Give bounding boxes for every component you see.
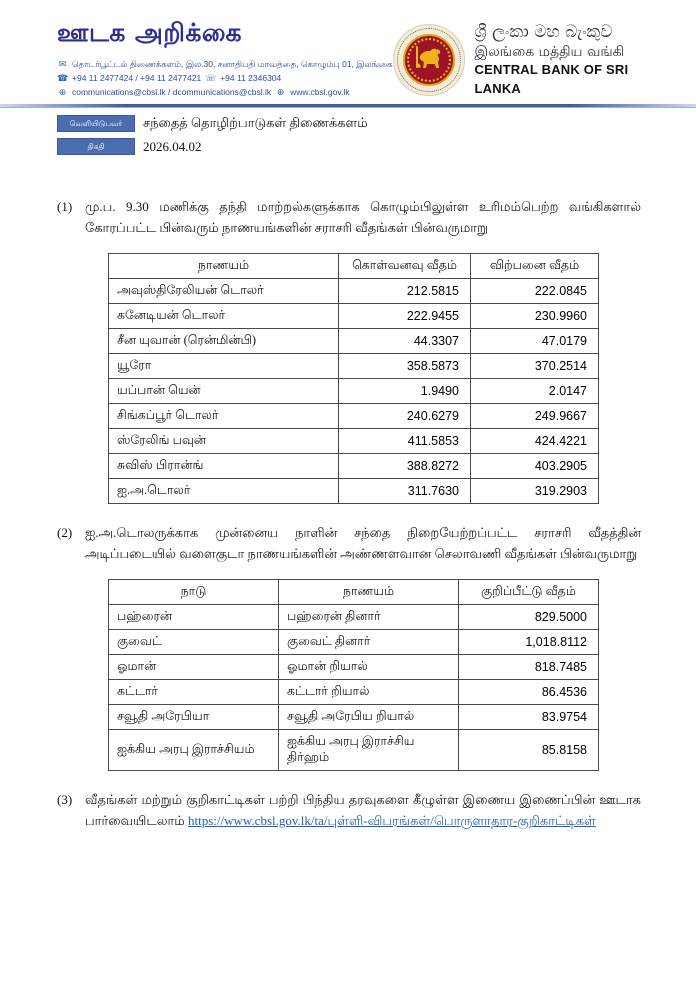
table-row (109, 328, 599, 353)
indicative-rate: 86.4536 (459, 679, 599, 704)
col-header-selling-rate: விற்பனை வீதம் (471, 253, 599, 278)
masthead-title: ஊடக அறிக்கை (57, 18, 242, 47)
buying-rate: 411.5853 (339, 428, 471, 453)
selling-rate: 222.0845 (471, 278, 599, 303)
phone-icon: ☎ (57, 72, 69, 83)
currency-name: கட்டார் றியால் (279, 679, 459, 704)
bank-name-sinhala: ශ්‍රී ලංකා මහ බැංකුව (474, 22, 613, 42)
selling-rate: 2.0147 (471, 378, 599, 403)
paragraph-1 (57, 196, 641, 239)
currency-name: அவுஸ்திரேலியன் டொலர் (109, 278, 339, 303)
contact-address-line (57, 58, 393, 72)
globe-icon: ⊕ (58, 86, 67, 97)
paragraph-3 (57, 789, 641, 832)
table-row (109, 378, 599, 403)
contact-emails: communications@cbsl.lk / dcommunications@cbsl.lk (72, 87, 272, 98)
selling-rate: 47.0179 (471, 328, 599, 353)
contact-web-line (57, 86, 393, 100)
table-row (109, 654, 599, 679)
indicative-rate: 818.7485 (459, 654, 599, 679)
lion-emblem-icon (412, 43, 446, 77)
col-header-currency: நாணயம் (109, 253, 339, 278)
currency-name: ஐக்கிய அரபு இராச்சிய திர்ஹம் (279, 729, 459, 770)
contact-address: தொடர்பூட்டல் திணைக்களம், இல.30, சனாதிபதி மாவத்தை, கொழும்பு 01, இலங்கை (72, 59, 393, 70)
table-row (109, 278, 599, 303)
paragraph-1-text: மு.ப. 9.30 மணிக்கு தந்தி மாற்றல்களுக்காக கொழும்பிலுள்ள உரிமம்பெற்ற வங்கிகளால் கோரப்பட்ட பின்வரும் நாணயங்களின் சராசரி வீதங்கள் பின்வருமாறு (85, 199, 641, 236)
col-header-country: நாடு (109, 579, 279, 604)
selling-rate: 370.2514 (471, 353, 599, 378)
contact-fax: +94 11 2346304 (220, 73, 282, 84)
col-header-buying-rate: கொள்வனவு வீதம் (339, 253, 471, 278)
contact-phones: +94 11 2477424 / +94 11 2477421 (72, 73, 202, 84)
country-name: சவூதி அரேபியா (109, 704, 279, 729)
country-name: குவைட் (109, 629, 279, 654)
selling-rate: 249.9667 (471, 403, 599, 428)
buying-rate: 44.3307 (339, 328, 471, 353)
header-divider-rule (0, 104, 696, 108)
paragraph-3-number: (3) (57, 791, 73, 807)
issuer-row (57, 115, 368, 132)
date-label: திகதி (57, 138, 135, 155)
table-row (109, 604, 599, 629)
issuer-label: வெளியிடுபவர் (57, 115, 135, 132)
currency-name: யூரோ (109, 353, 339, 378)
date-row (57, 138, 368, 155)
currency-name: சிங்கப்பூர் டொலர் (109, 403, 339, 428)
selling-rate: 319.2903 (471, 478, 599, 503)
table-row (109, 428, 599, 453)
buying-rate: 1.9490 (339, 378, 471, 403)
exchange-rates-table (108, 253, 599, 504)
table-row (109, 478, 599, 503)
col-header-currency: நாணயம் (279, 579, 459, 604)
paragraph-2-number: (2) (57, 524, 73, 540)
indicative-rate: 829.5000 (459, 604, 599, 629)
gulf-rates-table (108, 579, 599, 771)
paragraph-2 (57, 522, 641, 565)
table-row (109, 453, 599, 478)
currency-name: குவைட் தினார் (279, 629, 459, 654)
buying-rate: 212.5815 (339, 278, 471, 303)
currency-name: சவூதி அரேபிய றியால் (279, 704, 459, 729)
country-name: ஐக்கிய அரபு இராச்சியம் (109, 729, 279, 770)
cbsl-seal-logo (393, 24, 465, 96)
indicative-rate: 1,018.8112 (459, 629, 599, 654)
bank-names (475, 22, 656, 98)
table-row (109, 679, 599, 704)
table-row (109, 629, 599, 654)
statistics-link[interactable]: https://www.cbsl.gov.lk/ta/புள்ளி-விபரங்கள்/பொருளாதார-குறிகாட்டிகள் (187, 813, 596, 829)
country-name: கட்டார் (109, 679, 279, 704)
buying-rate: 358.5873 (339, 353, 471, 378)
currency-name: கனேடியன் டொலர் (109, 303, 339, 328)
bank-name-english: CENTRAL BANK OF SRI LANKA (474, 62, 629, 96)
table-row (109, 704, 599, 729)
issuer-value: சந்தைத் தொழிற்பாடுகள் திணைக்களம் (143, 115, 368, 130)
contact-website: www.cbsl.gov.lk (290, 87, 350, 98)
paragraph-3-text: வீதங்கள் மற்றும் குறிகாட்டிகள் பற்றி பிந்திய தரவுகளை கீழுள்ள இணைய இணைப்பின் ஊடாக பார்வையிடலாம் (85, 791, 641, 829)
envelope-icon: ✉ (58, 59, 67, 69)
table-header-row (109, 579, 599, 604)
masthead (57, 18, 393, 100)
currency-name: ஐ.அ.டொலர் (109, 478, 339, 503)
table-row (109, 353, 599, 378)
col-header-indicative-rate: குறிப்பீட்டு வீதம் (459, 579, 599, 604)
buying-rate: 240.6279 (339, 403, 471, 428)
currency-name: ஸ்ரேலிங் பவுன் (109, 428, 339, 453)
indicative-rate: 85.8158 (459, 729, 599, 770)
currency-name: சீன யுவான் (ரென்மின்பி) (109, 328, 339, 353)
selling-rate: 230.9960 (471, 303, 599, 328)
country-name: பஹ்ரைன் (109, 604, 279, 629)
table-row (109, 729, 599, 770)
contact-phone-line (57, 72, 393, 86)
buying-rate: 388.8272 (339, 453, 471, 478)
selling-rate: 424.4221 (471, 428, 599, 453)
currency-name: ஓமான் றியால் (279, 654, 459, 679)
table-header-row (109, 253, 599, 278)
document-body (57, 196, 641, 832)
currency-name: பஹ்ரைன் தினார் (279, 604, 459, 629)
gulf-rates-table-wrap (108, 579, 641, 771)
date-value: 2026.04.02 (143, 138, 202, 154)
bank-identity (393, 20, 656, 100)
indicative-rate: 83.9754 (459, 704, 599, 729)
buying-rate: 311.7630 (339, 478, 471, 503)
paragraph-2-text: ஐ.அ.டொலருக்காக முன்னைய நாளின் சந்தை நிறையேற்றப்பட்ட சராசரி வீதத்தின் அடிப்படையில் வளைகுடா நாணயங்களின் அண்ணளவான செலாவணி வீதங்கள் பின்வருமாறு (85, 524, 641, 562)
table-row (109, 403, 599, 428)
paragraph-1-number: (1) (57, 199, 73, 214)
release-meta (57, 115, 368, 161)
exchange-rates-table-wrap (108, 253, 641, 504)
bank-name-tamil: இலங்கை மத்திய வங்கி (474, 44, 625, 61)
selling-rate: 403.2905 (471, 453, 599, 478)
web-icon: ⊕ (276, 86, 285, 97)
currency-name: சுவிஸ் பிரான்ங் (109, 453, 339, 478)
buying-rate: 222.9455 (339, 303, 471, 328)
fax-icon: ☏ (205, 72, 217, 83)
table-row (109, 303, 599, 328)
country-name: ஓமான் (109, 654, 279, 679)
document-header (57, 18, 656, 100)
currency-name: யப்பான் யென் (109, 378, 339, 403)
